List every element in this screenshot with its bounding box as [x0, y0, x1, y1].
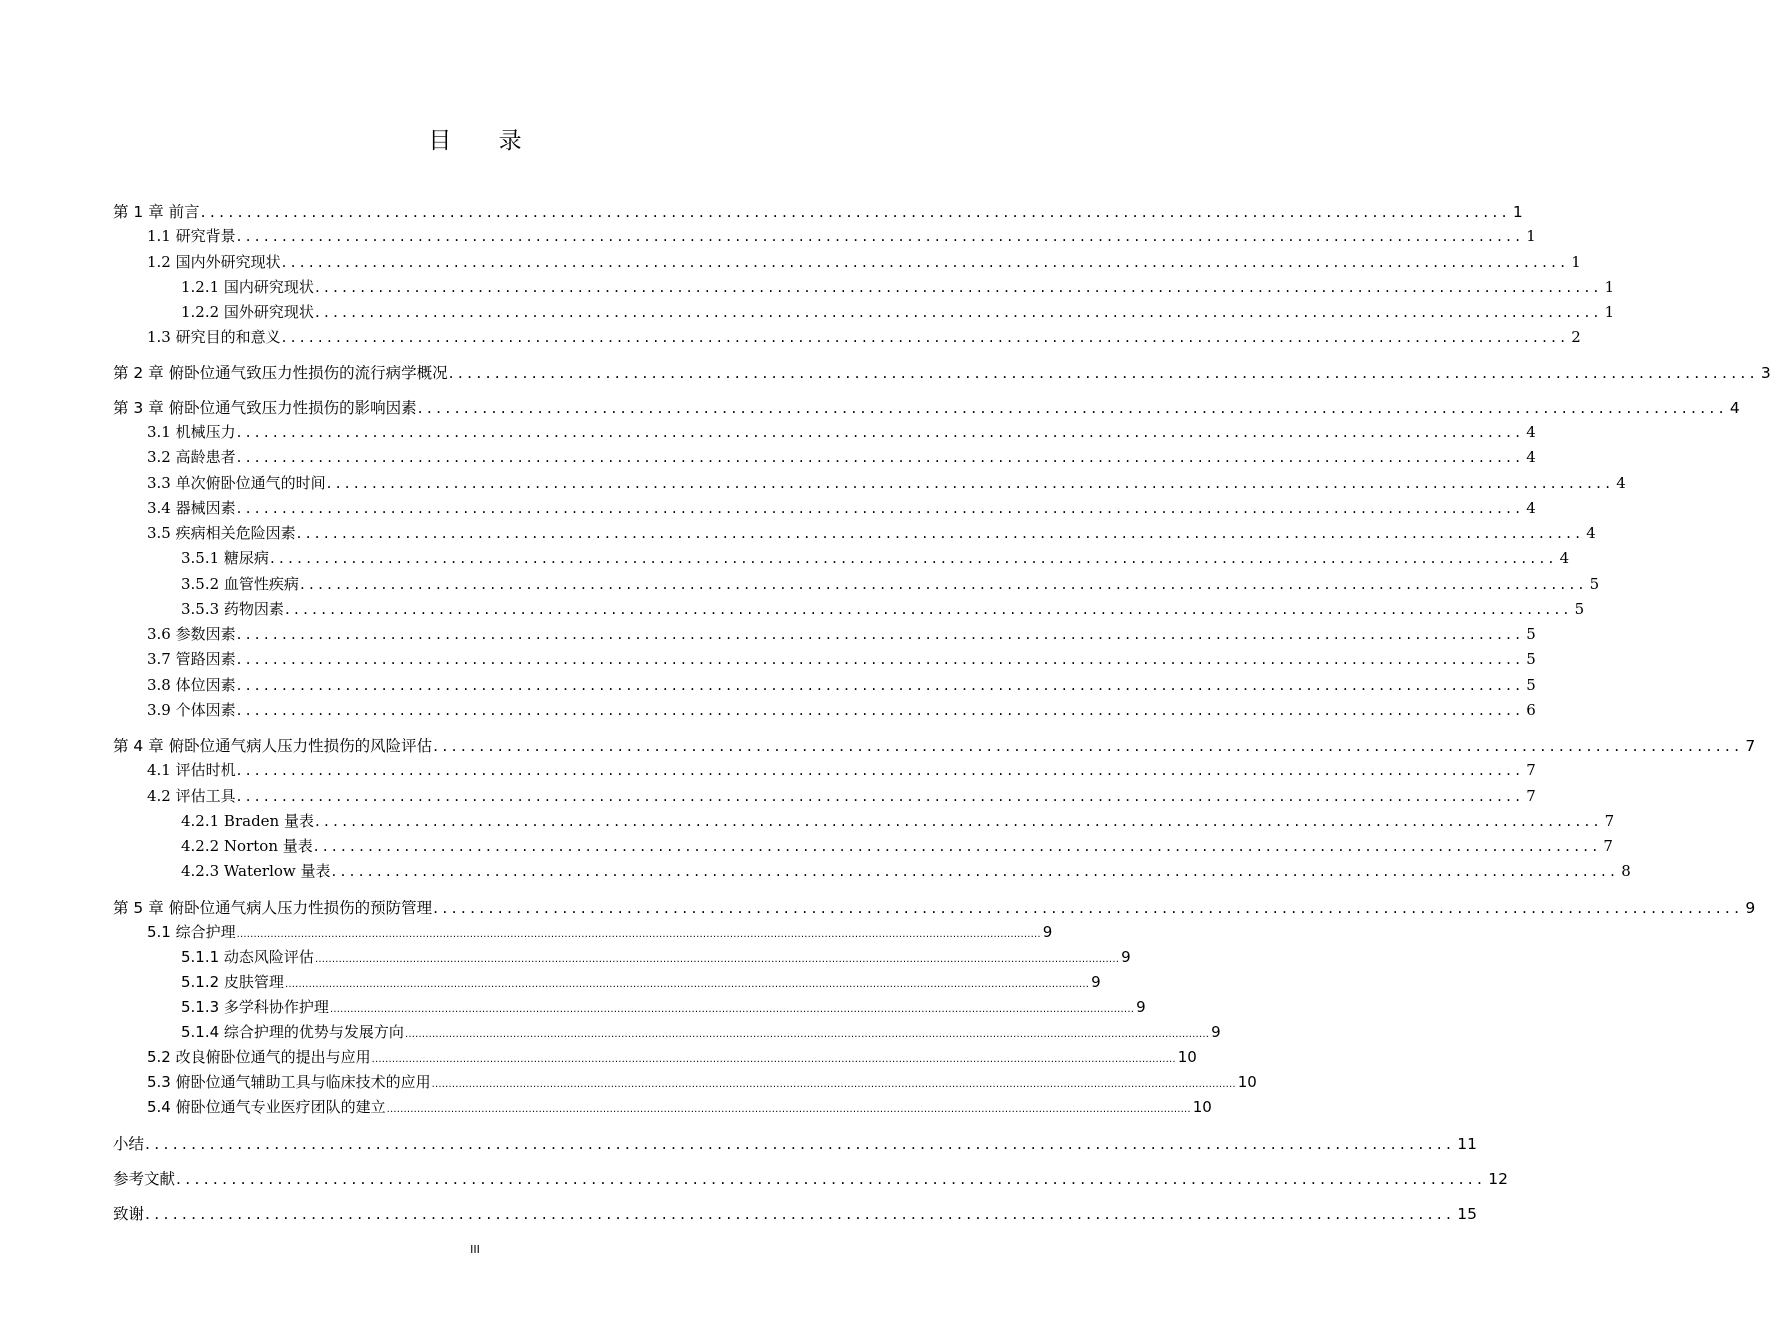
- toc-label: 参考文献: [113, 1170, 176, 1188]
- toc-page-number: 1: [1604, 278, 1615, 296]
- toc-label: 3.5 疾病相关危险因素: [147, 524, 296, 542]
- toc-label: 5.3 俯卧位通气辅助工具与临床技术的应用: [147, 1073, 431, 1091]
- toc-entry-3-6[interactable]: 3.6 参数因素 .............................................................................................................................................. 5: [147, 625, 1536, 643]
- toc-entry-3-3[interactable]: 3.3 单次俯卧位通气的时间 .............................................................................................................................................. 4: [147, 474, 1626, 492]
- toc-page-number: 9: [1121, 948, 1131, 966]
- toc-label: 5.4 俯卧位通气专业医疗团队的建立: [147, 1098, 386, 1116]
- toc-page-number: 4: [1729, 399, 1740, 417]
- toc-entry-5-1[interactable]: 5.1 综合护理 .............................................................................................................................................................................................................................................. 9: [147, 923, 1053, 941]
- toc-page-number: 9: [1745, 899, 1756, 917]
- toc-label: 3.5.1 糖尿病: [181, 549, 269, 567]
- toc-entry-ch1[interactable]: 第 1 章 前言 .............................................................................................................................................. 1: [113, 200, 861, 224]
- toc-label: 4.2.2 Norton 量表: [181, 837, 313, 855]
- footer-page-number: III: [470, 1243, 480, 1256]
- toc-page-number: 4: [1526, 448, 1536, 466]
- toc-label: 3.3 单次俯卧位通气的时间: [147, 474, 326, 492]
- toc-label: 第 2 章 俯卧位通气致压力性损伤的流行病学概况: [113, 364, 448, 382]
- toc-entry-summary[interactable]: 小结 .............................................................................................................................................. 11: [113, 1132, 861, 1156]
- toc-label: 5.1.3 多学科协作护理: [181, 998, 329, 1016]
- toc-entry-3-2[interactable]: 3.2 高龄患者 .............................................................................................................................................. 4: [147, 448, 1536, 466]
- toc-label: 3.4 器械因素: [147, 499, 236, 517]
- toc-page-number: 4: [1526, 499, 1536, 517]
- toc-label: 1.2 国内外研究现状: [147, 253, 281, 271]
- toc-page-number: 5: [1526, 676, 1536, 694]
- toc-label: 3.7 管路因素: [147, 650, 236, 668]
- toc-label: 1.2.1 国内研究现状: [181, 278, 314, 296]
- toc-entry-5-1-2[interactable]: 5.1.2 皮肤管理 .............................................................................................................................................................................................................................................. 9: [181, 973, 1101, 991]
- toc-page-number: 6: [1526, 701, 1536, 719]
- toc-entry-3-7[interactable]: 3.7 管路因素 .............................................................................................................................................. 5: [147, 650, 1536, 668]
- toc-page-number: 1: [1512, 203, 1523, 221]
- toc-page-number: 9: [1091, 973, 1101, 991]
- toc-label: 4.2.3 Waterlow 量表: [181, 862, 331, 880]
- page-title: 目 录: [428, 128, 542, 154]
- toc-entry-references[interactable]: 参考文献 .............................................................................................................................................. 12: [113, 1167, 861, 1191]
- toc-entry-1-2-2[interactable]: 1.2.2 国外研究现状 .............................................................................................................................................. 1: [181, 303, 1615, 321]
- toc-label: 3.8 体位因素: [147, 676, 236, 694]
- toc-label: 5.1.4 综合护理的优势与发展方向: [181, 1023, 404, 1041]
- toc-entry-3-5-2[interactable]: 3.5.2 血管性疾病 .............................................................................................................................................. 5: [181, 575, 1600, 593]
- toc-entry-1-1[interactable]: 1.1 研究背景 .............................................................................................................................................. 1: [147, 227, 1536, 245]
- toc-entry-ch2[interactable]: 第 2 章 俯卧位通气致压力性损伤的流行病学概况 .............................................................................................................................................. 3: [113, 361, 861, 385]
- toc-entry-acknowledgements[interactable]: 致谢 .............................................................................................................................................. 15: [113, 1202, 861, 1226]
- toc-page-number: 4: [1526, 423, 1536, 441]
- toc-page-number: 1: [1526, 227, 1536, 245]
- toc-entry-3-1[interactable]: 3.1 机械压力 .............................................................................................................................................. 4: [147, 423, 1536, 441]
- toc-page-number: 8: [1621, 862, 1631, 880]
- toc-page-number: 9: [1136, 998, 1146, 1016]
- toc-label: 4.2 评估工具: [147, 787, 236, 805]
- toc-page-number: 12: [1488, 1170, 1508, 1188]
- toc-label: 4.1 评估时机: [147, 761, 236, 779]
- toc-page-number: 4: [1586, 524, 1596, 542]
- toc-entry-4-1[interactable]: 4.1 评估时机 .............................................................................................................................................. 7: [147, 761, 1536, 779]
- toc-label: 第 3 章 俯卧位通气致压力性损伤的影响因素: [113, 399, 417, 417]
- toc-entry-4-2-3[interactable]: 4.2.3 Waterlow 量表 .............................................................................................................................................. 8: [181, 862, 1631, 880]
- toc-entry-3-8[interactable]: 3.8 体位因素 .............................................................................................................................................. 5: [147, 676, 1536, 694]
- toc-entry-5-1-4[interactable]: 5.1.4 综合护理的优势与发展方向 .............................................................................................................................................................................................................................................. 9: [181, 1023, 1221, 1041]
- toc-page-number: 7: [1603, 837, 1613, 855]
- toc-entry-3-9[interactable]: 3.9 个体因素 .............................................................................................................................................. 6: [147, 701, 1536, 719]
- toc-page-number: 9: [1042, 923, 1053, 941]
- toc-label: 第 5 章 俯卧位通气病人压力性损伤的预防管理: [113, 899, 433, 917]
- toc-label: 5.1.2 皮肤管理: [181, 973, 284, 991]
- toc-label: 1.2.2 国外研究现状: [181, 303, 314, 321]
- toc-page-number: 10: [1192, 1098, 1212, 1116]
- toc-label: 4.2.1 Braden 量表: [181, 812, 314, 830]
- toc-entry-5-3[interactable]: 5.3 俯卧位通气辅助工具与临床技术的应用 .............................................................................................................................................................................................................................................. 10: [147, 1073, 1257, 1091]
- toc-entry-5-1-1[interactable]: 5.1.1 动态风险评估 .............................................................................................................................................................................................................................................. 9: [181, 948, 1131, 966]
- toc-label: 3.5.3 药物因素: [181, 600, 284, 618]
- toc-entry-ch5[interactable]: 第 5 章 俯卧位通气病人压力性损伤的预防管理 .............................................................................................................................................. 9: [113, 896, 861, 920]
- toc-label: 3.2 高龄患者: [147, 448, 236, 466]
- toc-page-number: 7: [1745, 737, 1756, 755]
- toc-entry-3-4[interactable]: 3.4 器械因素 .............................................................................................................................................. 4: [147, 499, 1536, 517]
- toc-label: 小结: [113, 1135, 145, 1153]
- toc-entry-1-2[interactable]: 1.2 国内外研究现状 .............................................................................................................................................. 1: [147, 253, 1581, 271]
- toc-label: 5.1.1 动态风险评估: [181, 948, 314, 966]
- toc-page-number: 7: [1604, 812, 1615, 830]
- toc-page-number: 1: [1604, 303, 1615, 321]
- toc-label: 1.3 研究目的和意义: [147, 328, 281, 346]
- toc-page-number: 10: [1177, 1048, 1197, 1066]
- toc-page-number: 7: [1526, 761, 1536, 779]
- toc-entry-3-5-3[interactable]: 3.5.3 药物因素 .............................................................................................................................................. 5: [181, 600, 1585, 618]
- toc-page-number: 5: [1526, 650, 1536, 668]
- toc-label: 3.9 个体因素: [147, 701, 236, 719]
- toc-label: 致谢: [113, 1205, 145, 1223]
- toc-entry-5-1-3[interactable]: 5.1.3 多学科协作护理 .............................................................................................................................................................................................................................................. 9: [181, 998, 1146, 1016]
- toc-page-number: 1: [1571, 253, 1581, 271]
- toc-page-number: 4: [1616, 474, 1626, 492]
- toc-entry-4-2[interactable]: 4.2 评估工具 .............................................................................................................................................. 7: [147, 787, 1536, 805]
- toc-entry-1-2-1[interactable]: 1.2.1 国内研究现状 .............................................................................................................................................. 1: [181, 278, 1615, 296]
- toc-page-number: 3: [1760, 364, 1771, 382]
- toc-page-number: 11: [1457, 1135, 1477, 1153]
- toc-label: 第 4 章 俯卧位通气病人压力性损伤的风险评估: [113, 737, 433, 755]
- toc-label: 3.1 机械压力: [147, 423, 236, 441]
- toc-page-number: 15: [1457, 1205, 1477, 1223]
- toc-label: 5.1 综合护理: [147, 923, 236, 941]
- toc-page-number: 5: [1589, 575, 1600, 593]
- toc-label: 第 1 章 前言: [113, 203, 200, 221]
- toc-entry-5-2[interactable]: 5.2 改良俯卧位通气的提出与应用 .............................................................................................................................................................................................................................................. 10: [147, 1048, 1197, 1066]
- toc-entry-3-5-1[interactable]: 3.5.1 糖尿病 .............................................................................................................................................. 4: [181, 549, 1570, 567]
- toc-label: 3.5.2 血管性疾病: [181, 575, 299, 593]
- toc-page-number: 5: [1574, 600, 1585, 618]
- toc-entry-4-2-1[interactable]: 4.2.1 Braden 量表 .............................................................................................................................................. 7: [181, 812, 1615, 830]
- toc-page-number: 9: [1211, 1023, 1221, 1041]
- toc-page-number: 4: [1559, 549, 1570, 567]
- toc-label: 5.2 改良俯卧位通气的提出与应用: [147, 1048, 371, 1066]
- toc-label: 1.1 研究背景: [147, 227, 236, 245]
- toc-entry-ch3[interactable]: 第 3 章 俯卧位通气致压力性损伤的影响因素 .............................................................................................................................................. 4: [113, 396, 861, 420]
- toc-page-number: 7: [1526, 787, 1536, 805]
- toc-entry-ch4[interactable]: 第 4 章 俯卧位通气病人压力性损伤的风险评估 .............................................................................................................................................. 7: [113, 734, 861, 758]
- toc-label: 3.6 参数因素: [147, 625, 236, 643]
- toc-entry-5-4[interactable]: 5.4 俯卧位通气专业医疗团队的建立 .............................................................................................................................................................................................................................................. 10: [147, 1098, 1212, 1116]
- toc-entry-1-3[interactable]: 1.3 研究目的和意义 .............................................................................................................................................. 2: [147, 328, 1581, 346]
- toc-entry-3-5[interactable]: 3.5 疾病相关危险因素 .............................................................................................................................................. 4: [147, 524, 1596, 542]
- toc-page-number: 2: [1571, 328, 1581, 346]
- toc-page-number: 10: [1237, 1073, 1257, 1091]
- toc-entry-4-2-2[interactable]: 4.2.2 Norton 量表 .............................................................................................................................................. 7: [181, 837, 1613, 855]
- toc-page-number: 5: [1526, 625, 1536, 643]
